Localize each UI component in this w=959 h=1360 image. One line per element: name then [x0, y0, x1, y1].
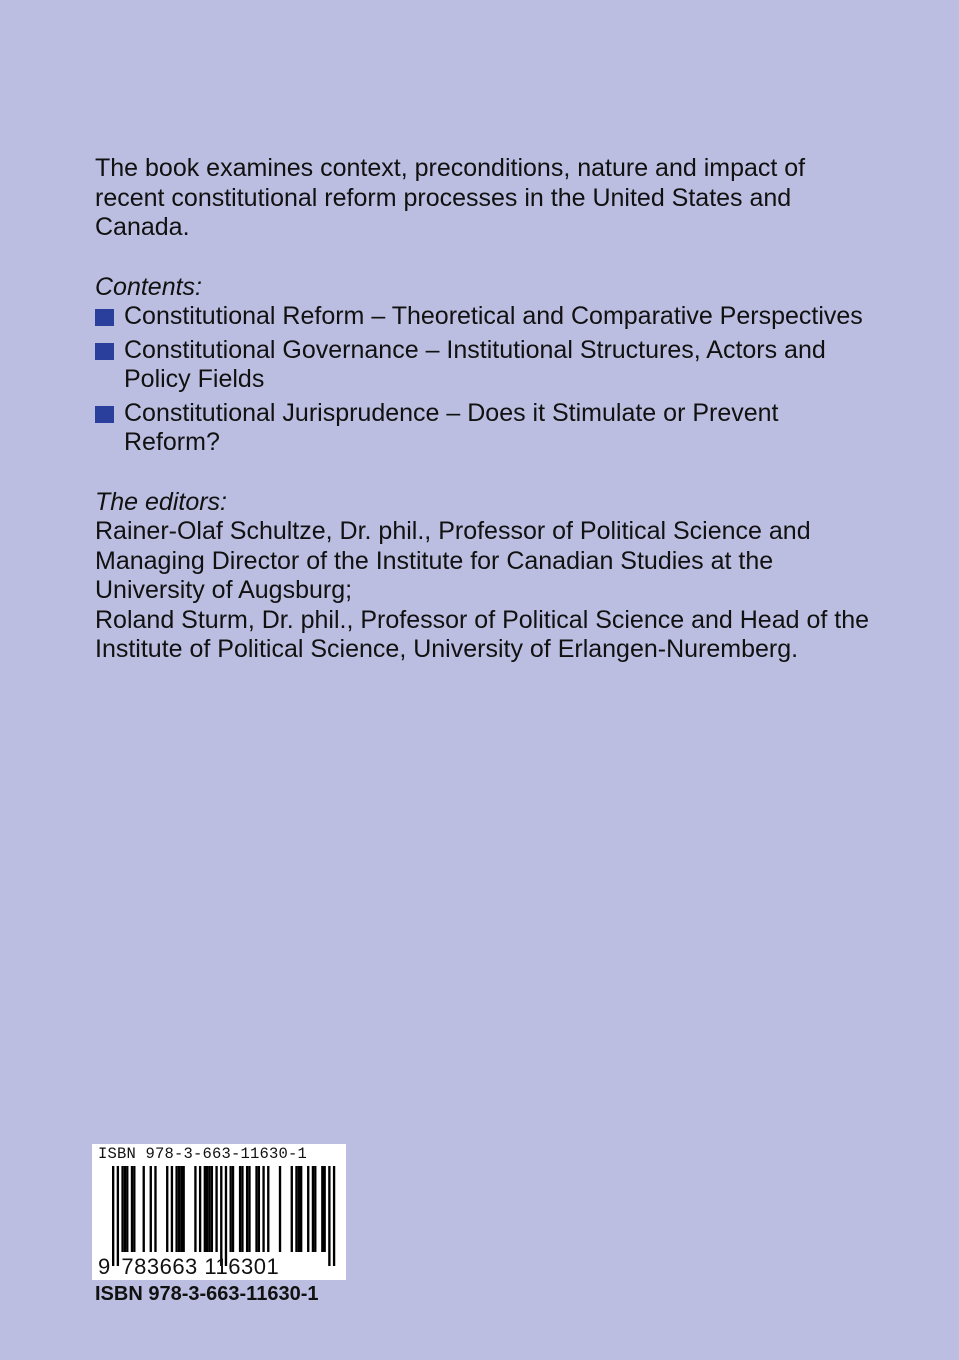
- barcode-bar: [298, 1166, 300, 1252]
- ean-digits: [98, 1254, 279, 1280]
- book-description: The book examines context, preconditions, nature and impact of recent constitutional reform processes in the United States and Canada.: [95, 154, 806, 241]
- barcode-bar: [166, 1166, 168, 1252]
- contents-item-text: Constitutional Governance – Institutional Structures, Actors and Policy Fields: [124, 335, 826, 393]
- barcode-bar: [121, 1166, 123, 1252]
- barcode-bar: [258, 1166, 260, 1252]
- contents-item: [95, 399, 875, 458]
- contents-list: [95, 302, 875, 458]
- barcode-bar: [232, 1166, 234, 1252]
- barcode-guard-bar: [333, 1166, 335, 1266]
- contents-heading: Contents:: [95, 272, 203, 301]
- barcode-label: [92, 1144, 346, 1280]
- barcode-bar: [143, 1166, 145, 1252]
- barcode-bar: [241, 1166, 243, 1252]
- editors-heading: The editors:: [95, 487, 228, 516]
- barcode-bar: [300, 1166, 302, 1252]
- barcode-bar: [126, 1166, 128, 1252]
- barcode-bar: [262, 1166, 264, 1252]
- contents-item: [95, 302, 875, 332]
- barcode-guard-bar: [328, 1166, 330, 1266]
- square-bullet-icon: [95, 343, 114, 360]
- barcode-bar: [312, 1166, 314, 1252]
- barcode-bar: [291, 1166, 293, 1252]
- barcode-bar: [206, 1166, 208, 1252]
- barcode-guard-bar: [225, 1166, 227, 1266]
- editor-bio: Rainer-Olaf Schultze, Dr. phil., Professor of Political Science and Managing Director of the Institute for Canadian Studies at the University of Augsburg;: [95, 517, 811, 604]
- barcode-bar: [175, 1166, 177, 1252]
- barcode-bar: [295, 1166, 297, 1252]
- square-bullet-icon: [95, 309, 114, 326]
- barcode-bar: [183, 1166, 185, 1252]
- barcode-bar: [321, 1166, 323, 1252]
- barcode-bar: [239, 1166, 241, 1252]
- ean-left-digits: 783663: [121, 1254, 198, 1279]
- back-cover-text: [95, 154, 875, 665]
- contents-item: [95, 336, 875, 395]
- barcode-bar: [199, 1166, 201, 1252]
- barcode-bar: [150, 1166, 152, 1252]
- contents-item-text: Constitutional Reform – Theoretical and Comparative Perspectives: [124, 302, 863, 330]
- barcode-bar: [230, 1166, 232, 1252]
- barcode-bar: [248, 1166, 250, 1252]
- barcode-bar: [279, 1166, 281, 1252]
- barcode-bar: [180, 1166, 182, 1252]
- editor-bio: Roland Sturm, Dr. phil., Professor of Political Science and Head of the Institute of Political Science, University of Erlangen-Nuremberg.: [95, 605, 869, 663]
- barcode-bar: [178, 1166, 180, 1252]
- square-bullet-icon: [95, 406, 114, 423]
- barcode-guard-bar: [220, 1166, 222, 1266]
- barcode-guard-bar: [112, 1166, 114, 1266]
- isbn-number: ISBN 978-3-663-11630-1: [95, 1283, 319, 1305]
- barcode-bar: [194, 1166, 196, 1252]
- ean-right-digits: 116301: [204, 1254, 280, 1279]
- barcode-bar: [204, 1166, 206, 1252]
- barcode-isbn-text: ISBN 978-3-663-11630-1: [98, 1145, 308, 1163]
- barcode-bar: [215, 1166, 217, 1252]
- contents-item-text: Constitutional Jurisprudence – Does it Stimulate or Prevent Reform?: [124, 398, 779, 456]
- barcode-bar: [131, 1166, 133, 1252]
- barcode-bar: [267, 1166, 269, 1252]
- barcode-bar: [124, 1166, 126, 1252]
- barcode-bar: [211, 1166, 213, 1252]
- barcode-bar: [154, 1166, 156, 1252]
- barcode-guard-bar: [117, 1166, 119, 1266]
- barcode-bar: [246, 1166, 248, 1252]
- barcode-bar: [133, 1166, 135, 1252]
- barcode-bar: [314, 1166, 316, 1252]
- barcode-bar: [324, 1166, 326, 1252]
- barcode-bar: [171, 1166, 173, 1252]
- barcode-bar: [208, 1166, 210, 1252]
- ean-lead-digit: 9: [98, 1254, 111, 1279]
- barcode-bar: [255, 1166, 257, 1252]
- barcode-bar: [307, 1166, 309, 1252]
